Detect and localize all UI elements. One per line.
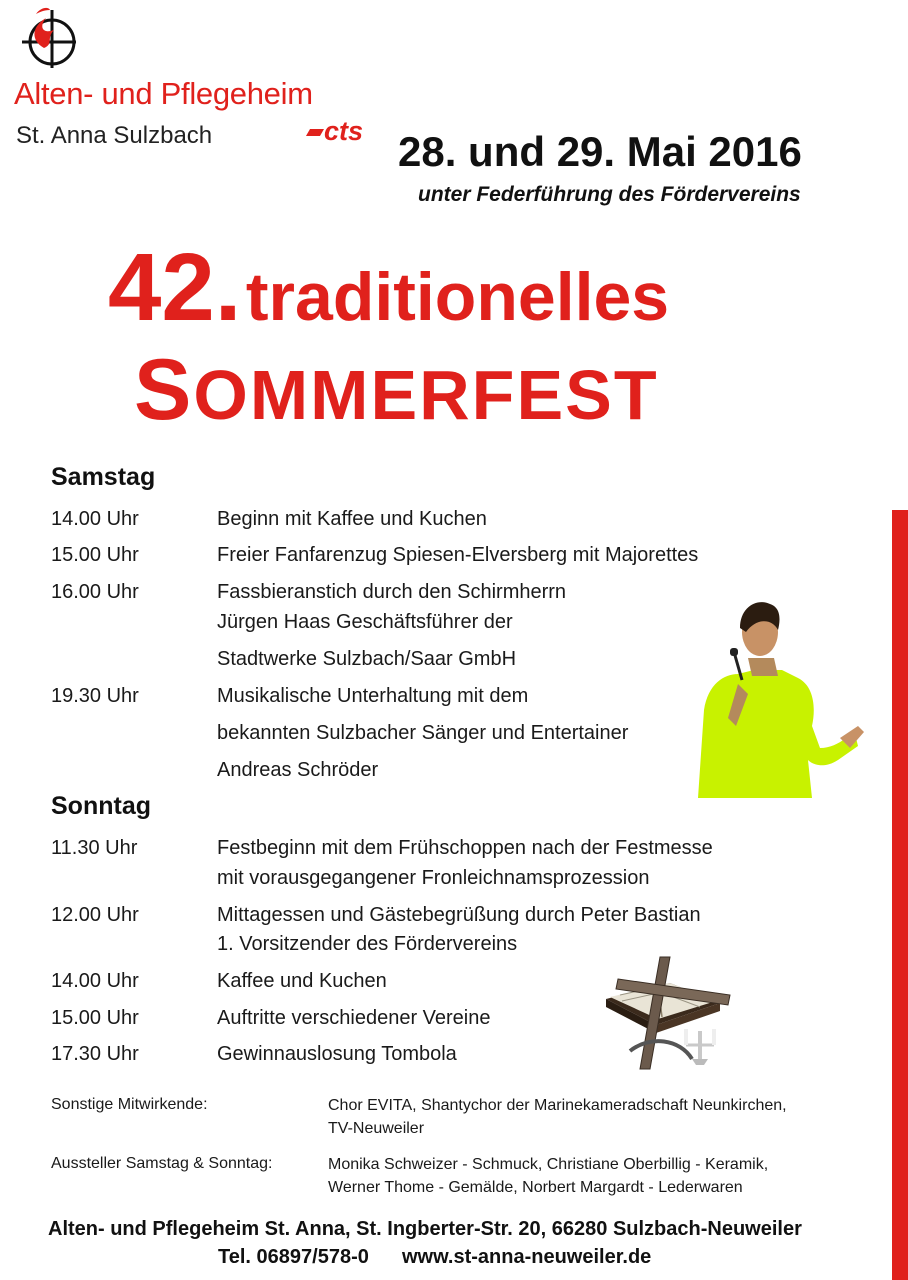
schedule-desc: mit vorausgegangener Fronleichnamsprozession	[217, 867, 650, 889]
day-heading-sunday: Sonntag	[51, 792, 151, 820]
schedule-time: 12.00 Uhr	[51, 904, 139, 926]
schedule-desc: 1. Vorsitzender des Fördervereins	[217, 933, 518, 955]
schedule-time: 17.30 Uhr	[51, 1043, 139, 1065]
event-organizer-note: unter Federführung des Fördervereins	[418, 183, 801, 206]
schedule-desc: Gewinnauslosung Tombola	[217, 1043, 457, 1065]
cts-brand	[308, 116, 363, 147]
extras-line: Werner Thome - Gemälde, Norbert Margardt - Lederwaren	[328, 1179, 743, 1196]
schedule-desc: Fassbieranstich durch den Schirmherrn	[217, 581, 567, 603]
title-word: traditionelles	[245, 259, 670, 335]
cts-flame-logo	[10, 4, 78, 68]
footer-address: Alten- und Pflegeheim St. Anna, St. Ingberter-Str. 20, 66280 Sulzbach-Neuweiler	[48, 1218, 802, 1240]
title-line-2	[134, 342, 659, 438]
extras-line: TV-Neuweiler	[328, 1120, 425, 1137]
org-name: Alten- und Pflegeheim	[14, 76, 313, 111]
title-line-1	[108, 234, 670, 341]
schedule-desc: Stadtwerke Sulzbach/Saar GmbH	[217, 648, 517, 670]
schedule-time: 14.00 Uhr	[51, 970, 139, 992]
schedule-desc: Andreas Schröder	[217, 759, 379, 781]
event-date: 28. und 29. Mai 2016	[398, 128, 802, 175]
schedule-desc: Kaffee und Kuchen	[217, 970, 387, 992]
title-fest-initial: S	[134, 342, 194, 438]
extras-line: Monika Schweizer - Schmuck, Christiane Oberbillig - Keramik,	[328, 1156, 769, 1173]
schedule-desc: Musikalische Unterhaltung mit dem	[217, 685, 529, 707]
schedule-time: 11.30 Uhr	[51, 837, 138, 859]
schedule-desc: Freier Fanfarenzug Spiesen-Elversberg mit Majorettes	[217, 544, 699, 566]
schedule-desc: Mittagessen und Gästebegrüßung durch Peter Bastian	[217, 904, 701, 926]
schedule-time: 14.00 Uhr	[51, 508, 139, 530]
day-heading-saturday: Samstag	[51, 463, 156, 491]
extras-label: Aussteller Samstag & Sonntag:	[51, 1155, 273, 1172]
cts-brand-mark	[306, 129, 324, 136]
schedule-desc: Beginn mit Kaffee und Kuchen	[217, 508, 487, 530]
footer-website-link[interactable]: www.st-anna-neuweiler.de	[401, 1246, 652, 1268]
extras-line: Chor EVITA, Shantychor der Marinekameradschaft Neunkirchen,	[328, 1097, 787, 1114]
extras-text	[328, 1094, 787, 1140]
accent-bar	[892, 510, 908, 1280]
cts-brand-text: cts	[324, 116, 364, 146]
extras-label: Sonstige Mitwirkende:	[51, 1096, 208, 1113]
title-fest-rest: OMMERFEST	[193, 356, 659, 434]
footer-contact	[218, 1246, 651, 1269]
schedule-desc: Festbeginn mit dem Frühschoppen nach der Festmesse	[217, 837, 713, 859]
schedule-desc: Auftritte verschiedener Vereine	[217, 1007, 491, 1029]
schedule-time: 15.00 Uhr	[51, 544, 139, 566]
schedule-time: 19.30 Uhr	[51, 685, 139, 707]
schedule-desc: bekannten Sulzbacher Sänger und Entertainer	[217, 722, 629, 744]
org-subtitle: St. Anna Sulzbach	[16, 122, 213, 149]
schedule-time: 15.00 Uhr	[51, 1007, 139, 1029]
singer-photo	[690, 598, 865, 798]
footer-phone: Tel. 06897/578-0	[218, 1246, 369, 1268]
title-number: 42.	[108, 234, 242, 341]
schedule-time: 16.00 Uhr	[51, 581, 139, 603]
schedule-desc: Jürgen Haas Geschäftsführer der	[217, 611, 513, 633]
extras-text	[328, 1153, 768, 1199]
cross-bible-image	[600, 955, 760, 1073]
